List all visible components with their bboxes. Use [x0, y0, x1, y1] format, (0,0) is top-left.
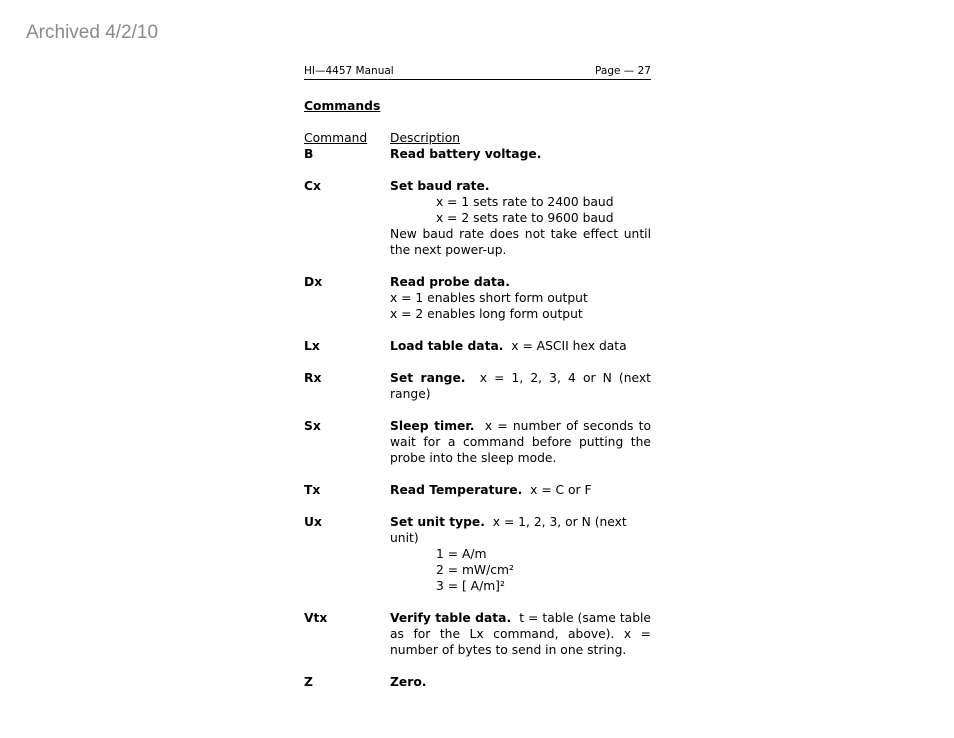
command-row-b [304, 146, 651, 162]
manual-page [304, 62, 651, 690]
command-row-rx [304, 370, 651, 402]
command-option: x = 2 sets rate to 9600 baud [436, 211, 614, 225]
command-option: 1 = A/m [436, 547, 487, 561]
archived-watermark: Archived 4/2/10 [26, 22, 159, 43]
command-line: x = 1 enables short form output [390, 291, 588, 305]
command-row-cx [304, 178, 651, 258]
section-title: Commands [304, 99, 381, 113]
command-code: Sx [304, 419, 321, 433]
command-text: x = C or F [530, 483, 592, 497]
command-title: Read Temperature. [390, 483, 523, 497]
header-left: HI—4457 Manual [304, 65, 394, 77]
command-title: Verify table data. [390, 611, 512, 625]
command-row-ux [304, 514, 651, 594]
command-code: Z [304, 675, 313, 689]
command-title: Set unit type. [390, 515, 485, 529]
command-title: Sleep timer. [390, 419, 475, 433]
command-title: Load table data. [390, 339, 504, 353]
command-option: 2 = mW/cm² [436, 563, 514, 577]
command-option: x = 1 sets rate to 2400 baud [436, 195, 614, 209]
command-row-lx [304, 338, 651, 354]
command-title: Zero. [390, 675, 427, 689]
command-code: Dx [304, 275, 323, 289]
command-code: Vtx [304, 611, 328, 625]
command-text: x = number of seconds to wait for a command before putting the probe into the sleep mode. [390, 419, 651, 465]
command-code: Tx [304, 483, 321, 497]
command-row-dx [304, 274, 651, 322]
column-header-command: Command [304, 131, 368, 145]
command-note: New baud rate does not take effect until the next power-up. [390, 227, 651, 257]
command-row-sx [304, 418, 651, 466]
command-title: Set range. [390, 371, 466, 385]
command-code: B [304, 147, 314, 161]
command-row-tx [304, 482, 651, 498]
command-text: x = 1, 2, 3, 4 or N (next range) [390, 371, 651, 401]
command-code: Cx [304, 179, 321, 193]
command-text: x = 1, 2, 3, or N (next unit) [390, 515, 627, 545]
command-option: 3 = [ A/m]² [436, 579, 505, 593]
command-title: Read probe data. [390, 275, 510, 289]
command-code: Lx [304, 339, 320, 353]
command-text: x = ASCII hex data [511, 339, 627, 353]
header-right: Page — 27 [595, 65, 651, 77]
column-headers [304, 130, 651, 146]
command-text: t = table (same table as for the Lx command, above). x = number of bytes to send in one string. [390, 611, 651, 657]
command-row-z [304, 674, 651, 690]
command-row-vtx [304, 610, 651, 658]
command-line: x = 2 enables long form output [390, 307, 583, 321]
command-code: Ux [304, 515, 322, 529]
command-title: Set baud rate. [390, 179, 490, 193]
command-code: Rx [304, 371, 322, 385]
command-list [304, 146, 651, 690]
column-header-description: Description [390, 131, 461, 145]
command-title: Read battery voltage. [390, 147, 542, 161]
page-header [304, 64, 651, 80]
